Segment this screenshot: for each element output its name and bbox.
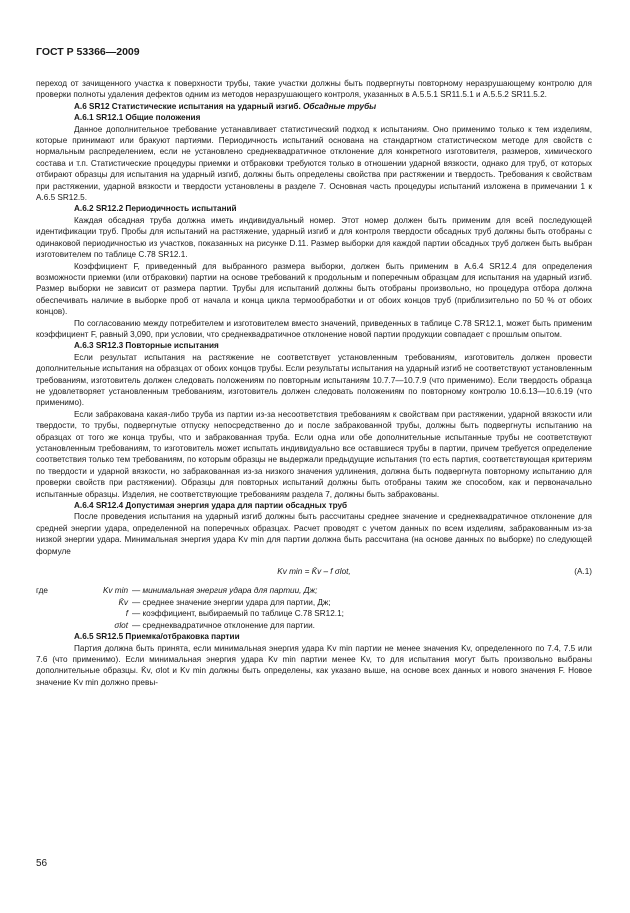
definition-dash: — — [132, 586, 141, 596]
paragraph-a63-1: Если результат испытания на растяжение не соответствует установленным требованиям, изготовитель должен провести дополнительные испытания на образцах от обоих концов трубы. Если результаты испытания на ударный изгиб не соответствуют установленным требованиям, изготовитель должен следовать положениям по повторным испытаниям 10.7.7—10.7.9 (что применимо). Если твердость образца не удовлетворяет установленным требованиям, изготовитель должен следовать положениям по повторному контролю 10.6.13—10.6.19 (что применимо). — [36, 352, 592, 408]
definition-dash: — — [132, 597, 141, 607]
paragraph-a63-2: Если забракована какая-либо труба из партии из-за несоответствия требованиям к свойствам при растяжении, ударной вязкости или твердости, то трубы, подвергнутые отпуску непосредственно до и после забракованной трубы, должны быть подвергнуты испытанию на образцах от того же конца трубы, что и забракованная труба. Если одна или обе дополнительные испытанные трубы не соответствуют установленным требованиям, то изготовитель может испытать индивидуально все оставшиеся трубы в партии, причем требуется определение соответствия только тем требованиям, по которым образцы не выдержали предыдущие испытания (то есть партия, соответствующая критериям по твердости и ударной вязкости, но забракованная из-за низкого значения удлинения, должна быть подвергнута повторному испытанию для проверки свойств при растяжении). Образцы для повторных испытаний должны быть отобраны таким же способом, как и первоначально испытанные образцы. Изделия, не соответствующие требованиям раздела 7, должны быть забракованы. — [36, 409, 592, 499]
page-number: 56 — [36, 858, 48, 869]
paragraph-a64: После проведения испытания на ударный изгиб должны быть рассчитаны среднее значение и среднеквадратичное отклонение для средней энергии удара, определенной на поперечных образцах. Расчет проводят с учетом данных по всем изделиям, забракованным из-за низкой энергии удара. Минимальная энергия удара Kv min для партии должна быть рассчитана (на основе данных по выборке) по следующей формуле — [36, 512, 592, 556]
section-heading-a65: А.6.5 SR12.5 Приемка/отбраковка партии — [74, 632, 240, 642]
formula-number: (А.1) — [574, 567, 592, 577]
definition-row — [36, 620, 592, 631]
section-heading-a62: А.6.2 SR12.2 Периодичность испытаний — [74, 204, 237, 214]
formula-definitions — [36, 585, 592, 631]
section-heading-a6: А.6 SR12 Статистические испытания на ударный изгиб. Обсадные трубы — [74, 101, 377, 111]
page-body — [36, 78, 592, 688]
definition-row — [36, 597, 592, 608]
paragraph-a62-2: Коэффициент F, приведенный для выбранного размера выборки, должен быть применим в А.6.4 SR12.4 для определения возможности приемки (или отбраковки) партии на основе требований к продольным и поперечным образцам для испытания на ударный изгиб. Размер выборки не зависит от размера партии. Трубы для испытаний должны быть отобраны произвольно, но процедура отбора должна обеспечивать наличие в выборке проб от начала и конца цикла термообработки и от обоих концов труб (приблизительно по 50 % от обоих концов). — [36, 261, 592, 317]
formula-a1 — [36, 566, 592, 577]
paragraph-a62-1: Каждая обсадная труба должна иметь индивидуальный номер. Этот номер должен быть применим для всей последующей идентификации труб. Пробы для испытаний на растяжение, ударный изгиб и для контроля твердости обсадных труб должны быть отобраны с одинаковой периодичностью из участков, показанных на рисунке D.11. Размер выборки для каждой партии обсадных труб должен быть выбран изготовителем по таблице С.78 SR12.1. — [36, 215, 592, 260]
document-header: ГОСТ Р 53366—2009 — [36, 46, 140, 58]
definition-row — [36, 608, 592, 619]
where-label: где — [36, 586, 48, 596]
section-heading-a63: А.6.3 SR12.3 Повторные испытания — [74, 341, 219, 351]
definition-text: коэффициент, выбираемый по таблице С.78 SR12.1; — [142, 609, 344, 619]
definition-row — [36, 585, 592, 596]
definition-text: среднеквадратичное отклонение для партии. — [142, 620, 315, 630]
section-heading-a64: А.6.4 SR12.4 Допустимая энергия удара для партии обсадных труб — [74, 501, 348, 511]
definition-symbol: K̄v — [118, 597, 128, 607]
definition-dash: — — [132, 620, 141, 630]
definition-text: среднее значение энергии удара для партии, Дж; — [142, 597, 331, 607]
paragraph-a62-3: По согласованию между потребителем и изготовителем вместо значений, приведенных в таблице С.78 SR12.1, может быть применим коэффициент F, равный 3,090, при условии, что среднеквадратичное отклонение новой партии продукции совпадает с прошлым опытом. — [36, 318, 592, 339]
paragraph-a61: Данное дополнительное требование устанавливает статистический подход к испытаниям. Оно применимо только к тем изделиям, которые принимают или бракуют партиями. Периодичность испытаний основана на стандартном статистическом методе для свойств с нормальным распределением, если не установлено среднеквадратичное отклонение для конкретного изготовителя, размеров, химического состава и т.п. Статистические процедуры приемки и отбраковки требуются только в отношении ударной вязкости, однако для труб, от которых отбирают образцы для испытания на ударный изгиб, должны быть определены свойства при растяжении и твердость. Требования к свойствам при растяжении, ударной вязкости и твердости установлены в разделе 7. Основная часть процедуры испытаний изложена в примечании 1 к А.6.5 SR12.5. — [36, 124, 592, 203]
definition-symbol: Kv min — [102, 586, 128, 596]
section-heading-a61: А.6.1 SR12.1 Общие положения — [74, 113, 201, 123]
definition-symbol: f — [125, 609, 128, 619]
definition-dash: — — [132, 609, 141, 619]
definition-symbol: σlot — [114, 620, 128, 630]
paragraph-a65: Партия должна быть принята, если минимальная энергия удара Kv min партии не менее значения Kv, определенного по 7.4, 7.5 или 7.6 (что применимо). Если минимальная энергия удара Kv min партии менее Kv, то для испытания могут быть произвольно выбраны дополнительные образцы. K̄v, σlot и Kv min должны быть определены, как указано выше, на основе всех данных и нового значения F. Новое значение Kv min должно превы- — [36, 643, 592, 687]
definition-text: минимальная энергия удара для партии, Дж; — [142, 586, 318, 596]
formula-expression: Kv min = K̄v – f σlot, — [277, 567, 351, 577]
paragraph-intro: переход от зачищенного участка к поверхности трубы, такие участки должны быть подвергнуты повторному неразрушающему контролю для проверки полноты удаления дефектов одним из методов неразрушающего контроля, указанных в А.5.5.1 SR11.5.1 и А.5.5.2 SR11.5.2. — [36, 79, 592, 100]
